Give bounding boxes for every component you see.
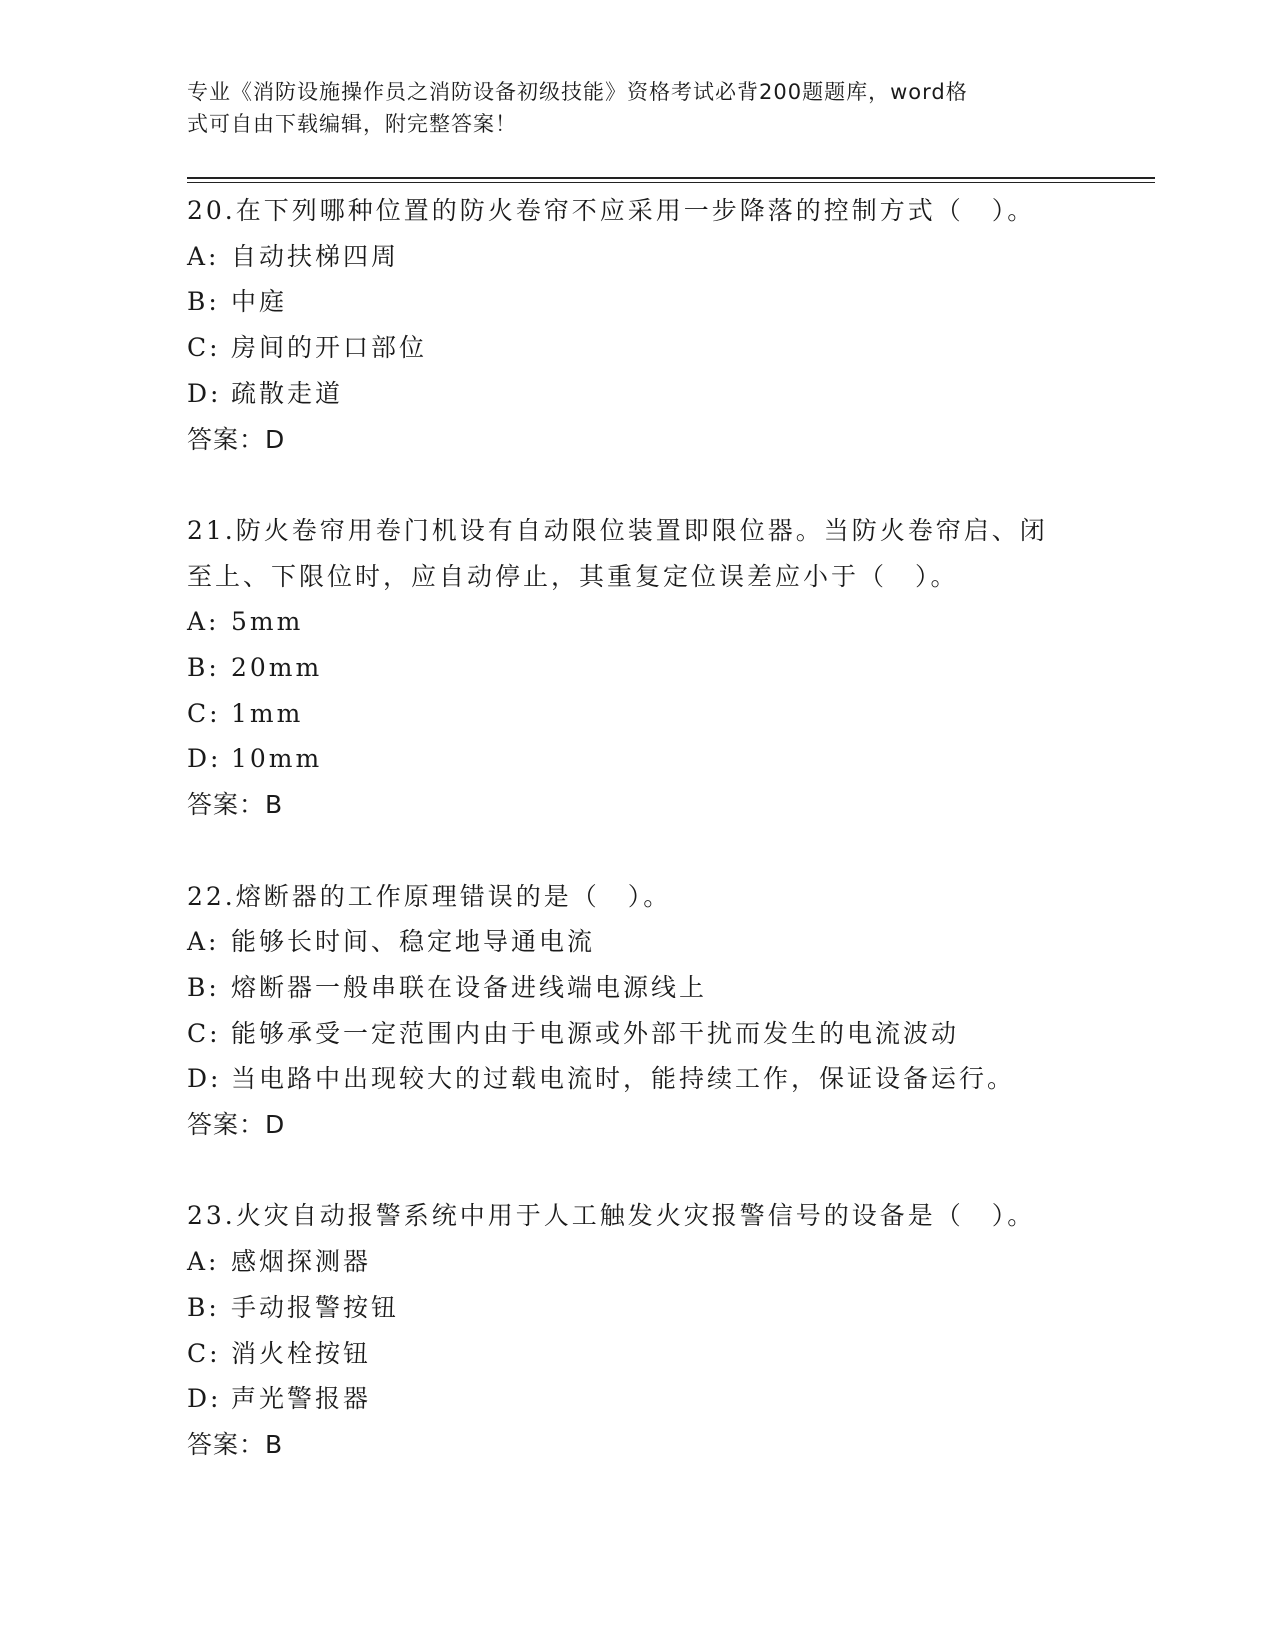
question-stem: 20.在下列哪种位置的防火卷帘不应采用一步降落的控制方式（ ）。 bbox=[187, 196, 1036, 225]
option-text: 20mm bbox=[231, 653, 323, 683]
option-text: 10mm bbox=[231, 744, 323, 774]
answer-label: 答案：D bbox=[187, 1110, 286, 1140]
option-key: B: bbox=[187, 653, 220, 683]
option-c bbox=[187, 1011, 1087, 1057]
question-spacer bbox=[187, 1148, 1087, 1194]
option-text: 5mm bbox=[231, 607, 304, 637]
option-key: C: bbox=[187, 1018, 221, 1048]
question-stem: 22.熔断器的工作原理错误的是（ ）。 bbox=[187, 881, 672, 911]
option-b bbox=[187, 965, 1087, 1011]
header-divider-thick bbox=[187, 177, 1155, 179]
option-c bbox=[187, 1331, 1087, 1377]
option-key: A: bbox=[187, 241, 220, 271]
option-key: C: bbox=[187, 1338, 221, 1368]
option-a bbox=[187, 599, 1087, 645]
answer-label: 答案：B bbox=[187, 1429, 284, 1459]
option-a bbox=[187, 919, 1087, 965]
question-stem: 23.火灾自动报警系统中用于人工触发火灾报警信号的设备是（ ）。 bbox=[187, 1201, 1036, 1231]
option-key: D: bbox=[187, 378, 222, 408]
question-21 bbox=[187, 508, 1087, 828]
option-c bbox=[187, 691, 1087, 737]
document-header bbox=[187, 76, 1067, 140]
option-key: B: bbox=[187, 972, 220, 1002]
option-text: 1mm bbox=[231, 698, 304, 728]
option-text: 消火栓按钮 bbox=[231, 1338, 372, 1368]
option-key: B: bbox=[187, 1292, 220, 1322]
header-line-1: 专业《消防设施操作员之消防设备初级技能》资格考试必背200题题库，word格 bbox=[187, 80, 968, 104]
header-divider-thin bbox=[187, 182, 1155, 183]
answer-label: 答案：B bbox=[187, 790, 284, 820]
option-key: A: bbox=[187, 1247, 220, 1277]
option-d bbox=[187, 1376, 1087, 1422]
option-key: D: bbox=[187, 1384, 222, 1414]
option-text: 能够长时间、稳定地导通电流 bbox=[231, 927, 596, 957]
option-b bbox=[187, 279, 1087, 325]
option-key: A: bbox=[187, 607, 220, 637]
question-list bbox=[187, 188, 1087, 1468]
question-22 bbox=[187, 874, 1087, 1148]
option-key: D: bbox=[187, 1064, 222, 1094]
question-stem: 21.防火卷帘用卷门机设有自动限位装置即限位器。当防火卷帘启、闭 bbox=[187, 515, 1048, 545]
header-line-2: 式可自由下载编辑，附完整答案！ bbox=[187, 112, 517, 136]
option-b bbox=[187, 645, 1087, 691]
option-key: A: bbox=[187, 927, 220, 957]
option-text: 自动扶梯四周 bbox=[231, 241, 400, 271]
option-text: 房间的开口部位 bbox=[231, 333, 428, 363]
option-text: 感烟探测器 bbox=[231, 1247, 372, 1277]
option-key: D: bbox=[187, 744, 222, 774]
question-stem-continued: 至上、下限位时，应自动停止，其重复定位误差应小于（ ）。 bbox=[187, 561, 959, 591]
answer-label: 答案：D bbox=[187, 424, 286, 454]
option-c bbox=[187, 325, 1087, 371]
question-23 bbox=[187, 1193, 1087, 1467]
option-text: 中庭 bbox=[231, 287, 288, 317]
option-text: 能够承受一定范围内由于电源或外部干扰而发生的电流波动 bbox=[231, 1018, 960, 1048]
option-text: 疏散走道 bbox=[231, 378, 344, 408]
question-spacer bbox=[187, 828, 1087, 874]
option-d bbox=[187, 1056, 1087, 1102]
option-a bbox=[187, 1239, 1087, 1285]
option-text: 当电路中出现较大的过载电流时，能持续工作，保证设备运行。 bbox=[231, 1064, 1016, 1094]
option-key: C: bbox=[187, 333, 221, 363]
question-spacer bbox=[187, 462, 1087, 508]
option-text: 熔断器一般串联在设备进线端电源线上 bbox=[231, 972, 708, 1002]
option-text: 手动报警按钮 bbox=[231, 1292, 400, 1322]
option-d bbox=[187, 736, 1087, 782]
option-a bbox=[187, 234, 1087, 280]
option-d bbox=[187, 371, 1087, 417]
option-text: 声光警报器 bbox=[231, 1384, 372, 1414]
option-b bbox=[187, 1285, 1087, 1331]
option-key: C: bbox=[187, 698, 221, 728]
question-20 bbox=[187, 188, 1087, 462]
option-key: B: bbox=[187, 287, 220, 317]
